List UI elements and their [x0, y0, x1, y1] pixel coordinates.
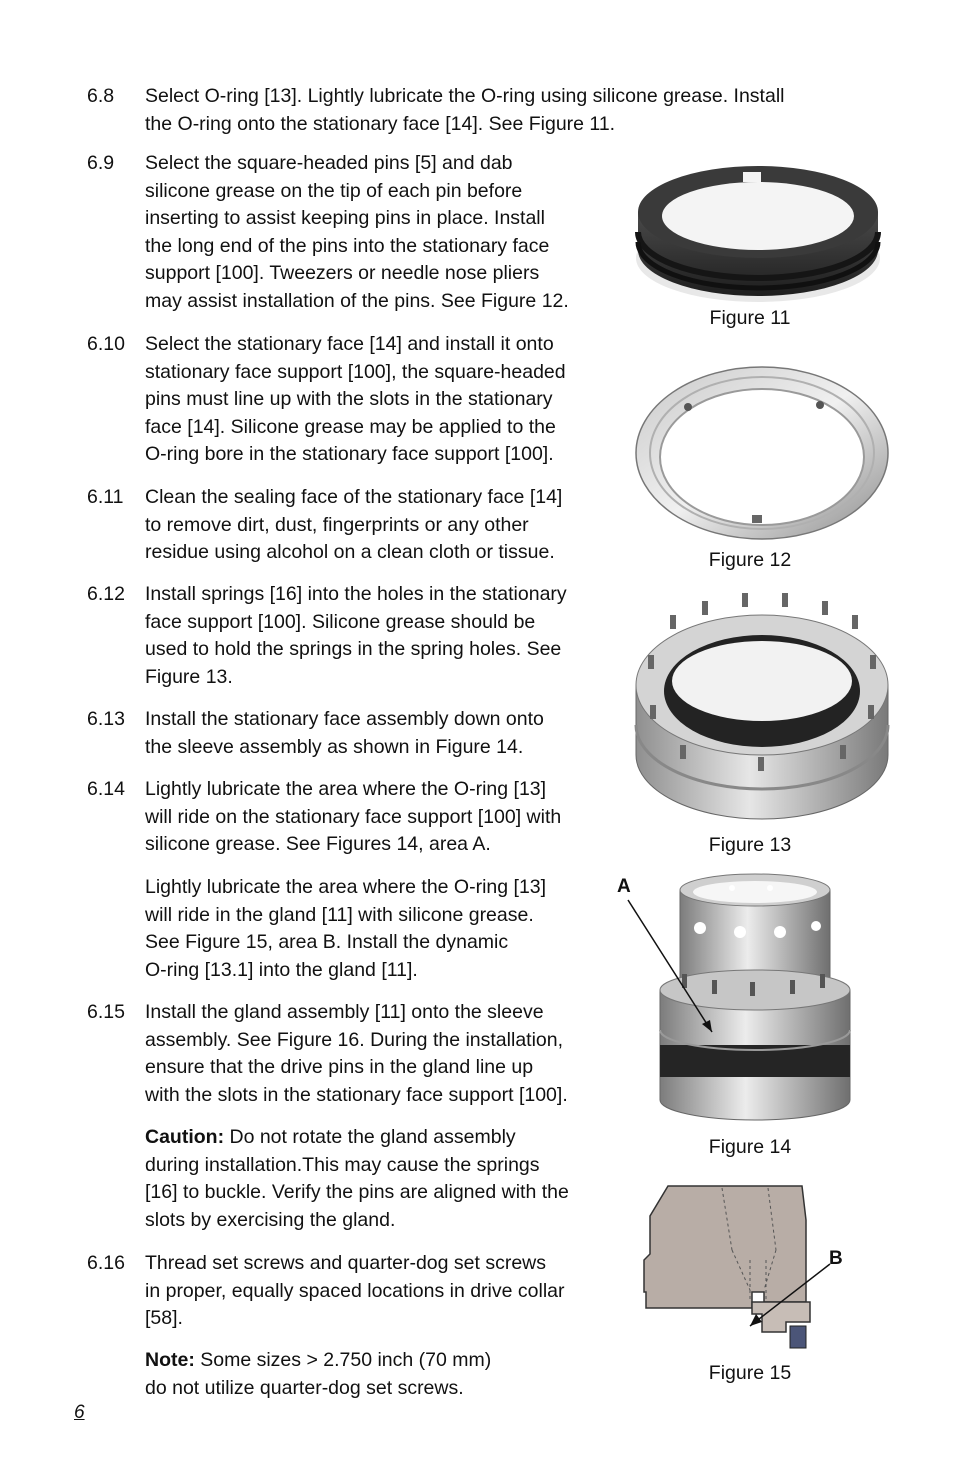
text-line: [58].	[145, 1307, 183, 1330]
text-line: O-ring [13.1] into the gland [11].	[145, 958, 418, 981]
step-text	[145, 83, 784, 138]
text-line: silicone grease on the tip of each pin before	[145, 179, 523, 202]
label-a: A	[617, 876, 631, 897]
text-line: Install springs [16] into the holes in the stationary	[145, 583, 567, 605]
text-line: Clean the sealing face of the stationary face [14]	[145, 486, 563, 508]
figure-12-caption: Figure 12	[708, 549, 792, 571]
text-line: silicone grease. See Figures 14, area A.	[145, 833, 491, 856]
text-line: pins must line up with the slots in the stationary	[145, 388, 553, 411]
text-line: assembly. See Figure 16. During the installation,	[145, 1028, 564, 1051]
text-line: face [14]. Silicone grease may be applied to the	[145, 415, 556, 438]
text-line: See Figure 15, area B. Install the dynamic	[145, 931, 509, 954]
text-line: Figure 13.	[145, 665, 233, 688]
caution-text: Do not rotate the gland assembly	[224, 1126, 516, 1148]
text-line: Thread set screws and quarter-dog set screws	[145, 1252, 547, 1274]
text-line: support [100]. Tweezers or needle nose pliers	[145, 262, 540, 285]
step-number: 6.11	[87, 486, 124, 508]
step-number: 6.8	[87, 85, 115, 107]
caution-label: Caution:	[145, 1126, 225, 1148]
text-line: will ride in the gland [11] with silicone grease.	[145, 903, 534, 926]
step-text	[145, 150, 569, 316]
figure-14-caption: Figure 14	[708, 1136, 792, 1158]
text-line: Install the stationary face assembly down onto	[145, 708, 544, 730]
text-line: Install the gland assembly [11] onto the sleeve	[145, 1001, 544, 1023]
text-line: Select O-ring [13]. Lightly lubricate the O-ring using silicone grease. Install	[145, 85, 785, 107]
step-number: 6.9	[87, 152, 115, 174]
text-line: to remove dirt, dust, fingerprints or any other	[145, 513, 529, 536]
text-line: O-ring bore in the stationary face support [100].	[145, 443, 554, 466]
step-number: 6.12	[87, 583, 125, 605]
text-line: in proper, equally spaced locations in drive collar	[145, 1279, 565, 1302]
text-line: will ride on the stationary face support [100] with	[145, 805, 562, 828]
caution-note	[145, 1124, 569, 1234]
step-text	[145, 999, 568, 1109]
figure-13-image	[630, 585, 895, 830]
text-line: the O-ring onto the stationary face [14]. See Figure 11.	[145, 112, 616, 135]
label-b: B	[829, 1248, 843, 1269]
text-line: residue using alcohol on a clean cloth or tissue.	[145, 541, 555, 564]
text-line: may assist installation of the pins. See Figure 12.	[145, 289, 569, 312]
text-line: the sleeve assembly as shown in Figure 14.	[145, 735, 524, 758]
note	[145, 1347, 491, 1402]
step-text	[145, 484, 562, 567]
step-number: 6.16	[87, 1252, 125, 1274]
step-text	[145, 581, 567, 691]
text-line: slots by exercising the gland.	[145, 1208, 396, 1231]
step-number: 6.10	[87, 333, 125, 355]
step-text	[145, 331, 566, 469]
text-line: do not utilize quarter-dog set screws.	[145, 1376, 464, 1399]
text-line: during installation.This may cause the springs	[145, 1153, 540, 1176]
figure-13-caption: Figure 13	[708, 834, 792, 856]
text-line: the long end of the pins into the stationary face	[145, 234, 550, 257]
note-text: Some sizes > 2.750 inch (70 mm)	[194, 1349, 492, 1371]
figure-12-image	[630, 355, 895, 545]
figure-14-image	[620, 870, 895, 1130]
step-text	[145, 706, 544, 761]
text-line: Lightly lubricate the area where the O-ring [13]	[145, 876, 547, 898]
text-line: with the slots in the stationary face support [100].	[145, 1083, 568, 1106]
step-number: 6.13	[87, 708, 125, 730]
text-line: Select the stationary face [14] and install it onto	[145, 333, 554, 355]
text-line: ensure that the drive pins in the gland line up	[145, 1056, 534, 1079]
text-line: inserting to assist keeping pins in place. Install	[145, 207, 545, 230]
step-number: 6.14	[87, 778, 125, 800]
text-line: [16] to buckle. Verify the pins are aligned with the	[145, 1181, 569, 1204]
figure-11-caption: Figure 11	[709, 307, 791, 329]
figure-11-image	[630, 150, 895, 310]
text-line: used to hold the springs in the spring holes. See	[145, 638, 562, 661]
text-line: Lightly lubricate the area where the O-ring [13]	[145, 778, 547, 800]
figure-15-caption: Figure 15	[708, 1362, 792, 1384]
text-line: face support [100]. Silicone grease should be	[145, 610, 536, 633]
text-line: Select the square-headed pins [5] and dab	[145, 152, 513, 174]
step-text	[145, 776, 561, 859]
note-label: Note:	[145, 1349, 195, 1371]
text-line: stationary face support [100], the square-headed	[145, 360, 566, 383]
step-number: 6.15	[87, 1001, 125, 1023]
step-text	[145, 1250, 565, 1333]
text-line	[145, 1124, 569, 1152]
page-number: 6	[74, 1402, 85, 1423]
text-line	[145, 1347, 491, 1375]
step-6-14-continuation	[145, 874, 546, 984]
